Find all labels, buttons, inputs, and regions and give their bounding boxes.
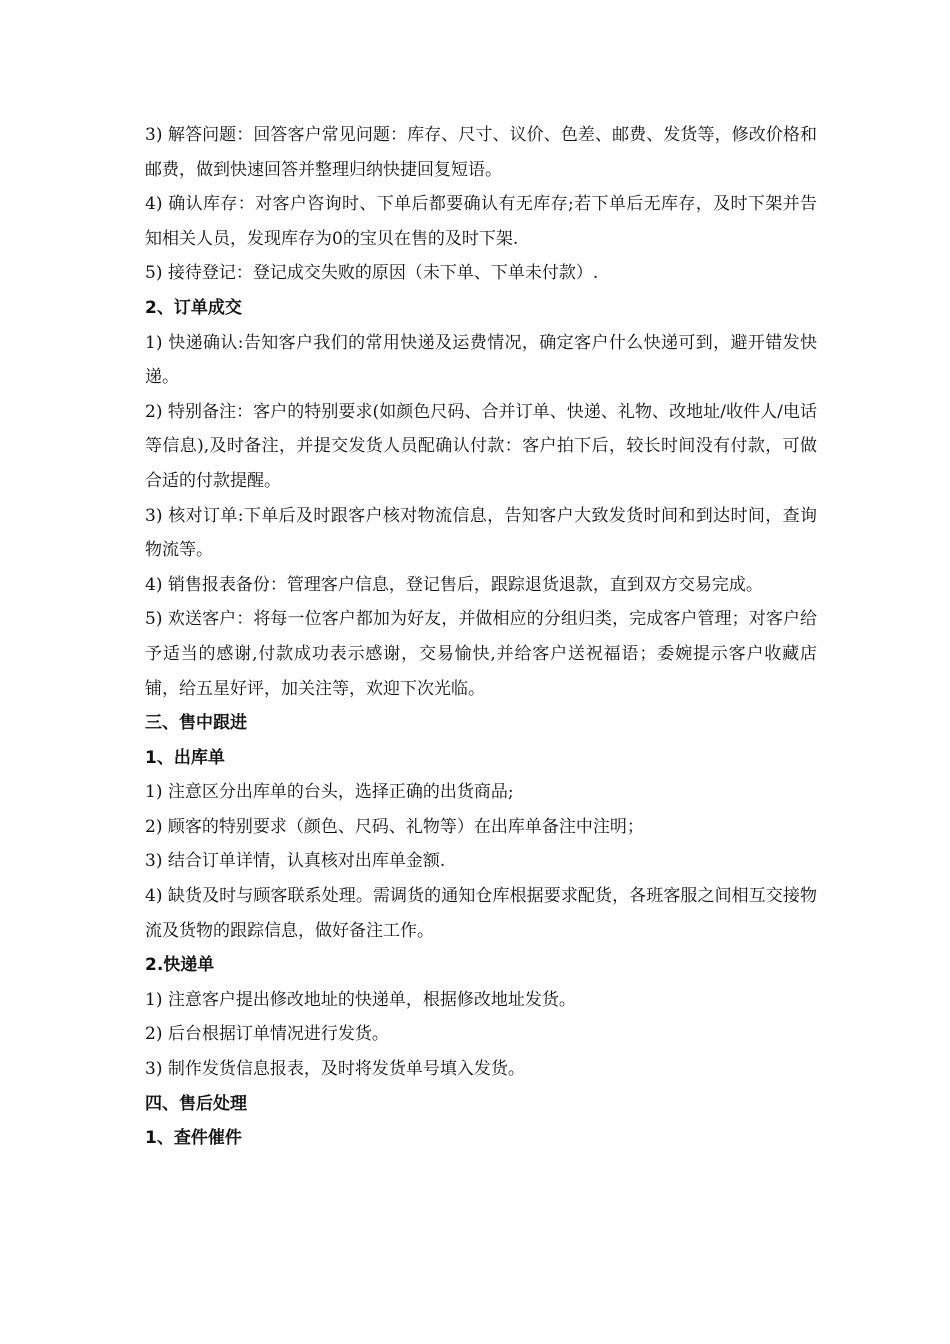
list-item: 3) 解答问题：回答客户常见问题：库存、尺寸、议价、色差、邮费、发货等，修改价格和邮费，做到快速回答并整理归纳快捷回复短语。	[145, 125, 817, 180]
section-heading: 四、售后处理	[145, 1093, 247, 1114]
list-item: 2) 后台根据订单情况进行发货。	[145, 1024, 389, 1045]
section-heading: 2、订单成交	[145, 297, 242, 318]
list-item: 3) 制作发货信息报表，及时将发货单号填入发货。	[145, 1059, 525, 1080]
list-item: 2) 顾客的特别要求（颜色、尺码、礼物等）在出库单备注中注明；	[145, 816, 644, 837]
list-item: 1) 注意区分出库单的台头，选择正确的出货商品;	[145, 782, 514, 803]
document-body	[145, 118, 817, 1156]
list-item: 3) 核对订单:下单后及时跟客户核对物流信息，告知客户大致发货时间和到达时间，查询物流等。	[145, 505, 817, 561]
list-item: 1) 注意客户提出修改地址的快递单，根据修改地址发货。	[145, 989, 576, 1010]
list-item: 4) 缺货及时与顾客联系处理。需调货的通知仓库根据要求配货，各班客服之间相互交接物流及货物的跟踪信息，做好备注工作。	[145, 886, 817, 941]
list-item: 3) 结合订单详情，认真核对出库单金额.	[145, 851, 446, 872]
section-heading: 三、售中跟进	[145, 713, 247, 734]
list-item: 2) 特别备注：客户的特别要求(如颜色尺码、合并订单、快递、礼物、改地址/收件人/电话等信息),及时备注，并提交发货人员配确认付款：客户拍下后，较长时间没有付款，可做合适的付款提醒。	[145, 401, 817, 491]
list-item: 4) 确认库存：对客户咨询时、下单后都要确认有无库存;若下单后无库存，及时下架并告知相关人员，发现库存为0的宝贝在售的及时下架.	[145, 194, 817, 249]
subsection-heading: 1、出库单	[145, 747, 225, 768]
list-item: 4) 销售报表备份：管理客户信息，登记售后，跟踪退货退款，直到双方交易完成。	[145, 574, 763, 595]
subsection-heading: 2.快递单	[145, 955, 215, 976]
list-item: 5) 接待登记：登记成交失败的原因（未下单、下单未付款）.	[145, 263, 599, 284]
list-item: 1) 快递确认:告知客户我们的常用快递及运费情况，确定客户什么快递可到，避开错发快递。	[145, 332, 817, 388]
subsection-heading: 1、查件催件	[145, 1128, 242, 1149]
list-item: 5) 欢送客户：将每一位客户都加为好友，并做相应的分组归类，完成客户管理；对客户给予适当的感谢,付款成功表示感谢，交易愉快,并给客户送祝福语；委婉提示客户收藏店铺，给五星好评，加关注等，欢迎下次光临。	[145, 609, 817, 699]
